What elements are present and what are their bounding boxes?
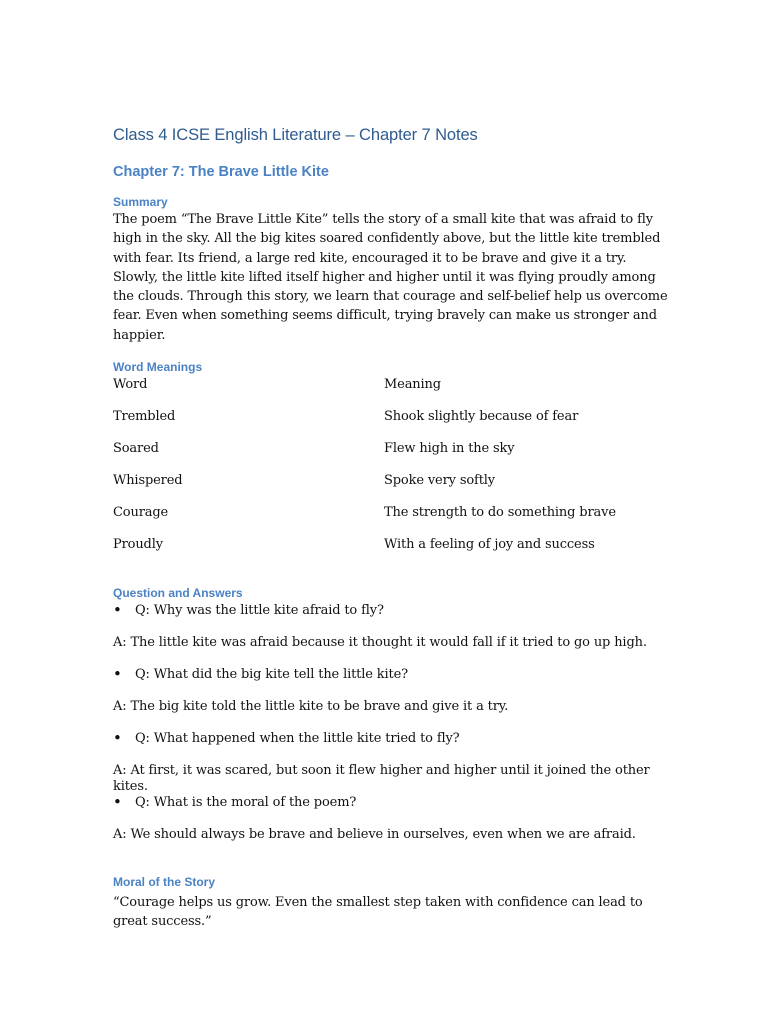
meaning-cell: Spoke very softly (384, 473, 495, 489)
word-meanings-table (113, 377, 653, 569)
question-text: Q: What is the moral of the poem? (135, 795, 357, 811)
moral-heading: Moral of the Story (113, 875, 216, 890)
column-header-meaning: Meaning (384, 377, 441, 393)
qa-list (113, 603, 673, 859)
meaning-cell: The strength to do something brave (384, 505, 616, 521)
bullet-icon: • (113, 601, 122, 620)
qa-heading: Question and Answers (113, 586, 243, 601)
chapter-title: Chapter 7: The Brave Little Kite (113, 164, 329, 180)
meaning-cell: Shook slightly because of fear (384, 409, 579, 425)
table-row (113, 409, 653, 441)
word-meanings-heading: Word Meanings (113, 360, 203, 375)
question-item (113, 667, 673, 699)
word-cell: Whispered (113, 473, 183, 489)
qa-section (113, 585, 673, 859)
table-row (113, 441, 653, 473)
table-header-row (113, 377, 653, 409)
column-header-word: Word (113, 377, 148, 393)
word-cell: Proudly (113, 537, 163, 553)
answer-text: A: The big kite told the little kite to be brave and give it a try. (113, 699, 509, 715)
bullet-icon: • (113, 793, 122, 812)
question-text: Q: Why was the little kite afraid to fly? (135, 603, 384, 619)
document-title: Class 4 ICSE English Literature – Chapter 7 Notes (113, 126, 478, 144)
answer-text: A: We should always be brave and believe in ourselves, even when we are afraid. (113, 827, 636, 843)
meaning-cell: Flew high in the sky (384, 441, 515, 457)
word-cell: Soared (113, 441, 159, 457)
document-page (113, 124, 673, 931)
bullet-icon: • (113, 665, 122, 684)
question-text: Q: What happened when the little kite tried to fly? (135, 731, 460, 747)
meaning-cell: With a feeling of joy and success (384, 537, 595, 553)
answer-text: A: At first, it was scared, but soon it flew higher and higher until it joined the other kites. (113, 763, 650, 795)
question-item (113, 795, 673, 827)
summary-section (113, 194, 673, 345)
moral-section (113, 874, 673, 931)
word-cell: Trembled (113, 409, 176, 425)
word-meanings-section (113, 359, 673, 569)
table-row (113, 473, 653, 505)
summary-text: The poem “The Brave Little Kite” tells the story of a small kite that was afraid to fly high in the sky. All the big kites soared confidently above, but the little kite trembled with fear. Its friend, a large red kite, encouraged it to be brave and give it a try. Slowly, the little kite lifted itself higher and higher until it was flying proudly among the clouds. Through this story, we learn that courage and self-belief help us overcome fear. Even when something seems difficult, trying bravely can make us stronger and happier. (113, 212, 668, 343)
bullet-icon: • (113, 729, 122, 748)
question-item (113, 603, 673, 635)
table-row (113, 537, 653, 569)
question-text: Q: What did the big kite tell the little kite? (135, 667, 408, 683)
answer-text: A: The little kite was afraid because it thought it would fall if it tried to go up high. (113, 635, 647, 651)
table-row (113, 505, 653, 537)
question-item (113, 731, 673, 763)
word-cell: Courage (113, 505, 169, 521)
moral-text: “Courage helps us grow. Even the smallest step taken with confidence can lead to great success.” (113, 895, 643, 930)
summary-heading: Summary (113, 195, 168, 209)
